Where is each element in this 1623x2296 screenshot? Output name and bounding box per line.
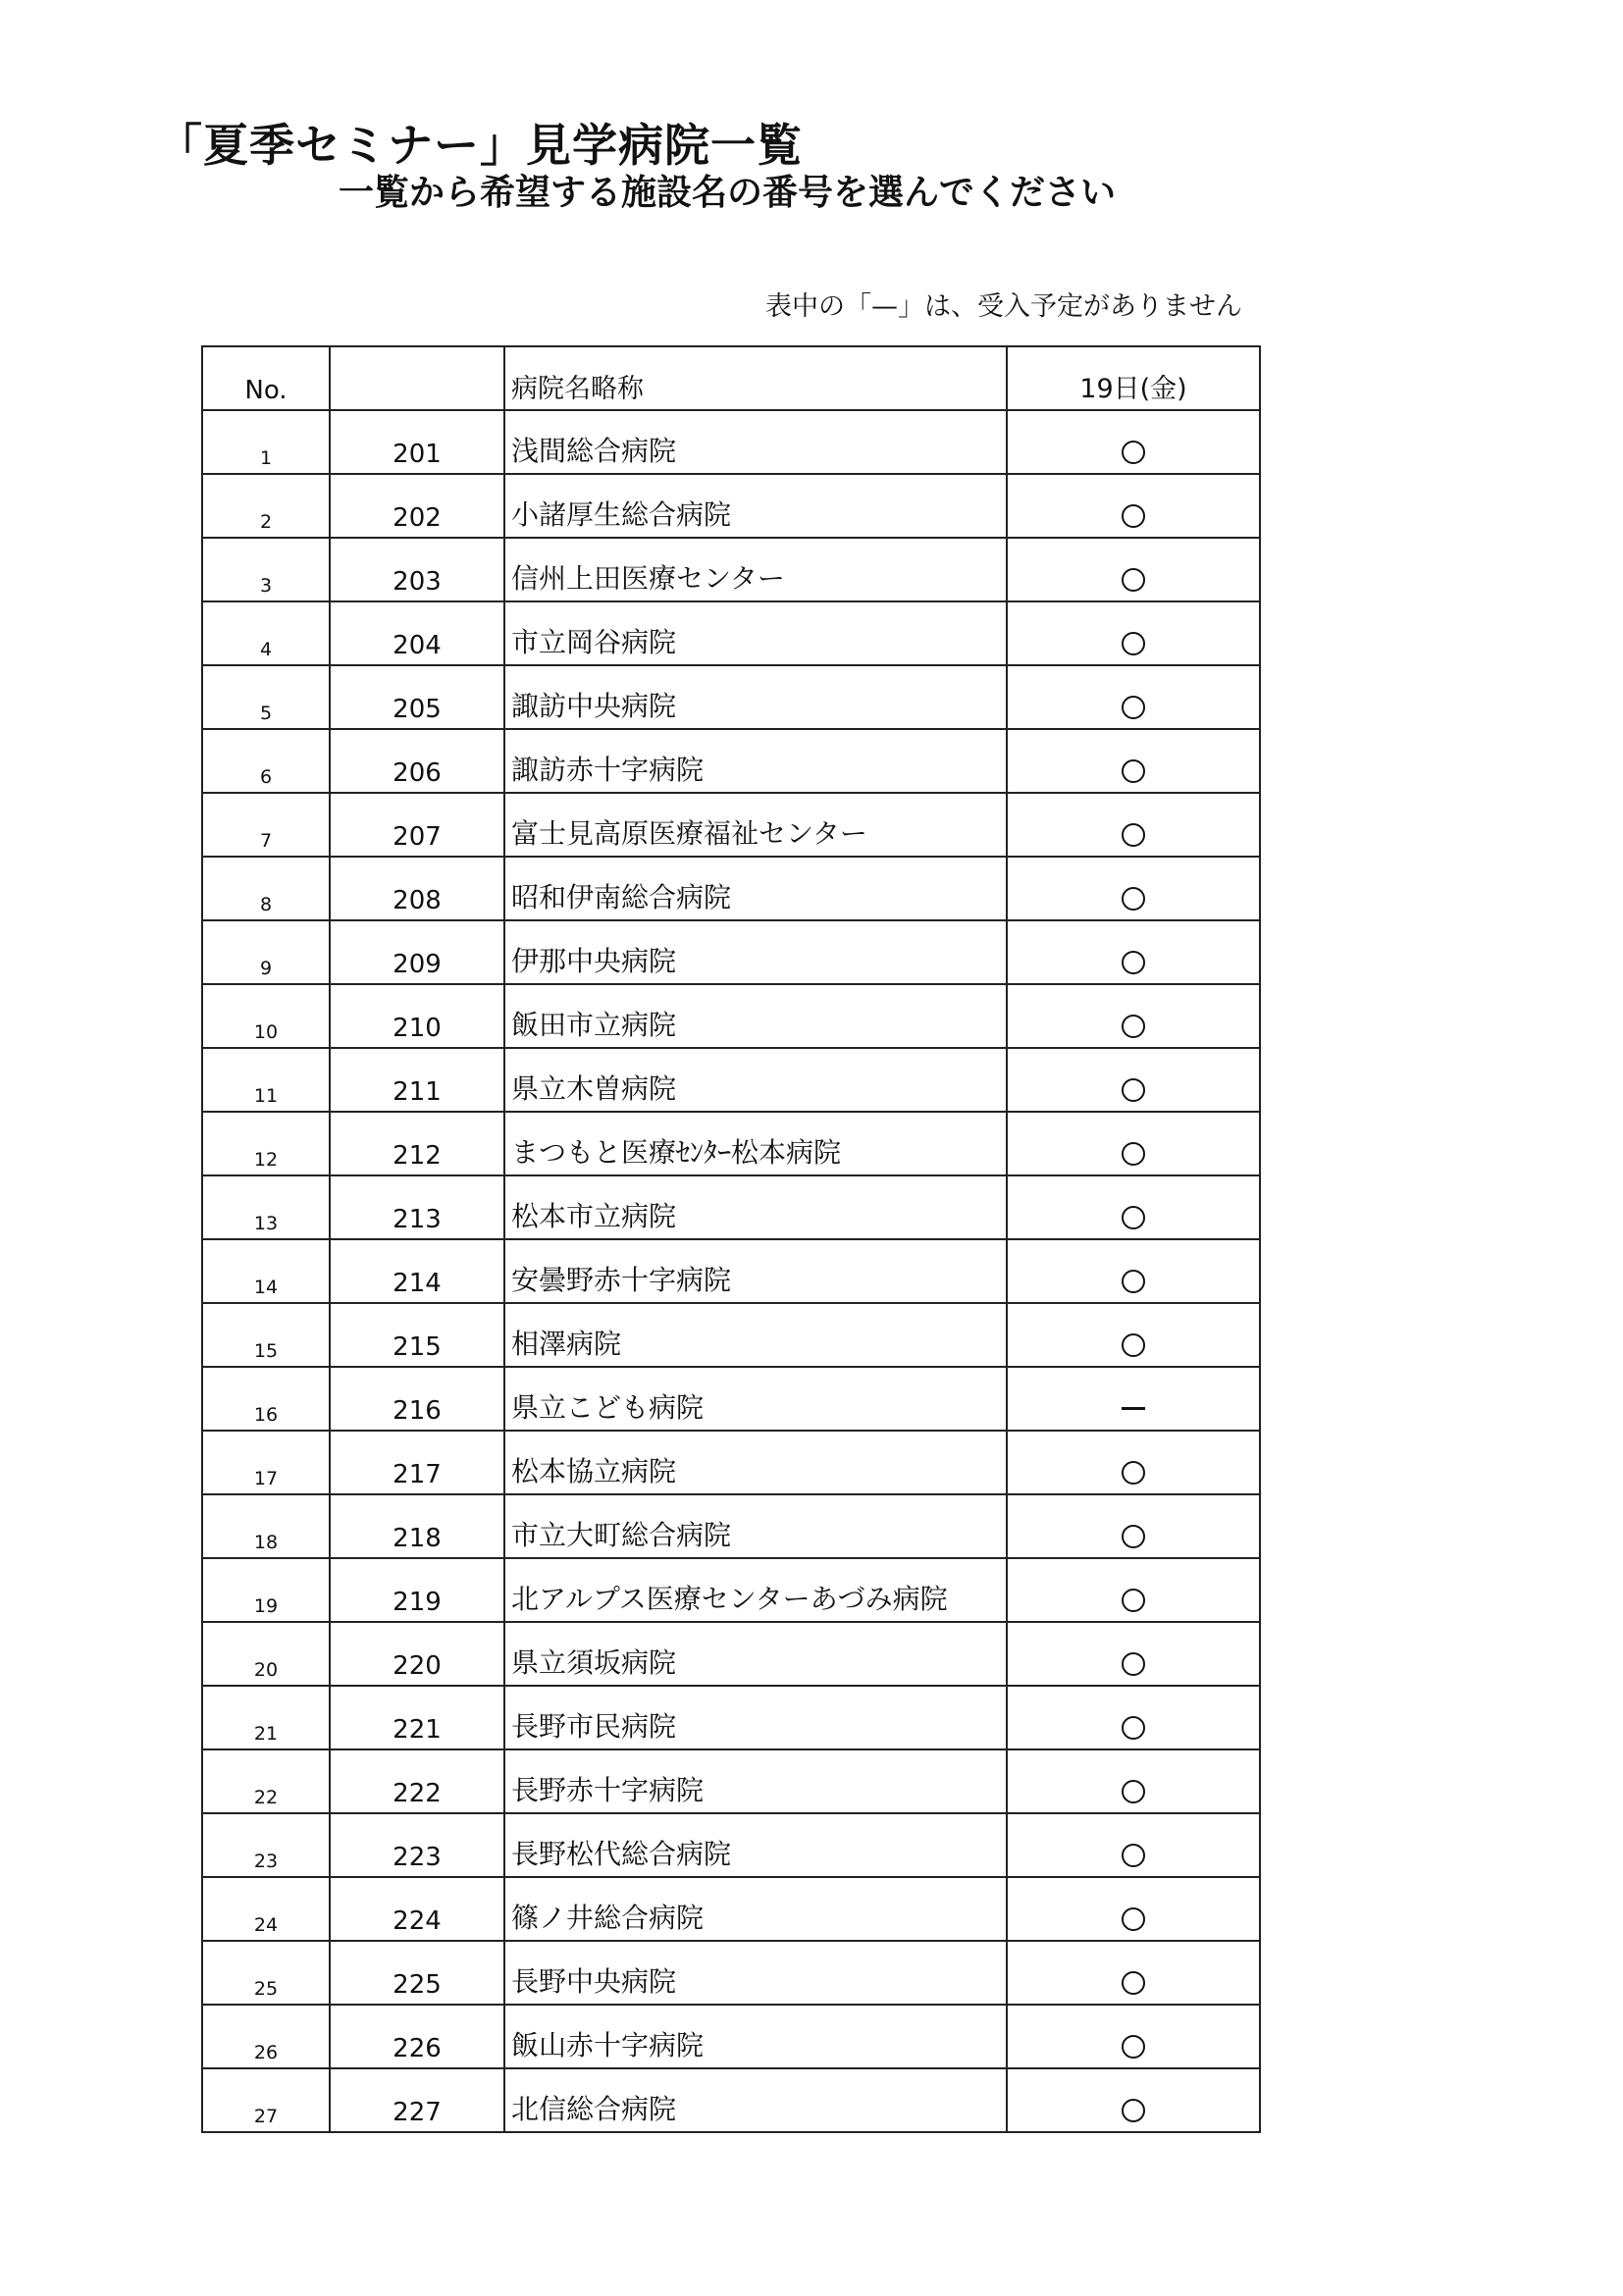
row-number: 8 [202, 857, 330, 920]
table-row [202, 1112, 1260, 1175]
hospital-name: 長野松代総合病院 [504, 1813, 1007, 1877]
facility-code: 209 [330, 920, 504, 984]
row-number: 5 [202, 665, 330, 729]
circle-icon [1122, 1078, 1145, 1102]
table-row [202, 1558, 1260, 1622]
hospital-name: 松本協立病院 [504, 1431, 1007, 1494]
dash-icon [1122, 1407, 1145, 1410]
availability-cell [1007, 857, 1260, 920]
facility-code: 226 [330, 2005, 504, 2068]
table-row [202, 2068, 1260, 2132]
table-row [202, 1749, 1260, 1813]
circle-icon [1122, 1907, 1145, 1931]
hospital-name: 県立須坂病院 [504, 1622, 1007, 1686]
facility-code: 219 [330, 1558, 504, 1622]
column-header-no: No. [202, 346, 330, 410]
hospital-table [201, 345, 1261, 2133]
table-body [202, 410, 1260, 2132]
circle-icon [1122, 1971, 1145, 1995]
availability-cell [1007, 474, 1260, 538]
hospital-name: 富士見高原医療福祉センター [504, 793, 1007, 857]
table-row [202, 1431, 1260, 1494]
availability-cell [1007, 1494, 1260, 1558]
availability-cell [1007, 1367, 1260, 1431]
hospital-name: 松本市立病院 [504, 1175, 1007, 1239]
facility-code: 205 [330, 665, 504, 729]
circle-icon [1122, 2099, 1145, 2122]
table-row [202, 601, 1260, 665]
facility-code: 225 [330, 1941, 504, 2005]
row-number: 18 [202, 1494, 330, 1558]
row-number: 13 [202, 1175, 330, 1239]
table-row [202, 1367, 1260, 1431]
row-number: 26 [202, 2005, 330, 2068]
hospital-name: 長野市民病院 [504, 1686, 1007, 1749]
circle-icon [1122, 2035, 1145, 2059]
page-subtitle: 一覧から希望する施設名の番号を選んでください [339, 173, 1117, 213]
circle-icon [1122, 1780, 1145, 1803]
row-number: 1 [202, 410, 330, 474]
row-number: 23 [202, 1813, 330, 1877]
row-number: 25 [202, 1941, 330, 2005]
hospital-name: 諏訪中央病院 [504, 665, 1007, 729]
hospital-name: 信州上田医療センター [504, 538, 1007, 601]
facility-code: 211 [330, 1048, 504, 1112]
table-row [202, 665, 1260, 729]
table-row [202, 538, 1260, 601]
table-row [202, 1048, 1260, 1112]
hospital-name: 諏訪赤十字病院 [504, 729, 1007, 793]
circle-icon [1122, 696, 1145, 719]
facility-code: 224 [330, 1877, 504, 1941]
circle-icon [1122, 759, 1145, 783]
facility-code: 208 [330, 857, 504, 920]
availability-cell [1007, 1239, 1260, 1303]
row-number: 4 [202, 601, 330, 665]
row-number: 10 [202, 984, 330, 1048]
availability-cell [1007, 601, 1260, 665]
facility-code: 217 [330, 1431, 504, 1494]
table-row [202, 474, 1260, 538]
table-row [202, 793, 1260, 857]
availability-cell [1007, 793, 1260, 857]
table-row [202, 1494, 1260, 1558]
availability-cell [1007, 410, 1260, 474]
facility-code: 201 [330, 410, 504, 474]
facility-code: 213 [330, 1175, 504, 1239]
facility-code: 222 [330, 1749, 504, 1813]
row-number: 22 [202, 1749, 330, 1813]
hospital-name: 長野赤十字病院 [504, 1749, 1007, 1813]
column-header-day: 19日(金) [1007, 346, 1260, 410]
hospital-name: 長野中央病院 [504, 1941, 1007, 2005]
row-number: 7 [202, 793, 330, 857]
table-row [202, 857, 1260, 920]
hospital-name: 浅間総合病院 [504, 410, 1007, 474]
hospital-name: 県立こども病院 [504, 1367, 1007, 1431]
availability-cell [1007, 1941, 1260, 2005]
availability-cell [1007, 1303, 1260, 1367]
facility-code: 223 [330, 1813, 504, 1877]
hospital-name: まつもと医療ｾﾝﾀｰ松本病院 [504, 1112, 1007, 1175]
availability-cell [1007, 1175, 1260, 1239]
row-number: 20 [202, 1622, 330, 1686]
table-row [202, 1877, 1260, 1941]
availability-cell [1007, 1813, 1260, 1877]
hospital-name: 伊那中央病院 [504, 920, 1007, 984]
circle-icon [1122, 1206, 1145, 1229]
table-row [202, 2005, 1260, 2068]
row-number: 12 [202, 1112, 330, 1175]
circle-icon [1122, 504, 1145, 528]
hospital-name: 相澤病院 [504, 1303, 1007, 1367]
facility-code: 210 [330, 984, 504, 1048]
row-number: 17 [202, 1431, 330, 1494]
row-number: 27 [202, 2068, 330, 2132]
facility-code: 204 [330, 601, 504, 665]
hospital-name: 飯田市立病院 [504, 984, 1007, 1048]
circle-icon [1122, 1589, 1145, 1612]
availability-cell [1007, 1558, 1260, 1622]
circle-icon [1122, 887, 1145, 911]
availability-cell [1007, 2068, 1260, 2132]
row-number: 6 [202, 729, 330, 793]
circle-icon [1122, 1525, 1145, 1548]
table-row [202, 1813, 1260, 1877]
facility-code: 202 [330, 474, 504, 538]
availability-cell [1007, 1431, 1260, 1494]
facility-code: 215 [330, 1303, 504, 1367]
facility-code: 214 [330, 1239, 504, 1303]
facility-code: 227 [330, 2068, 504, 2132]
hospital-name: 県立木曽病院 [504, 1048, 1007, 1112]
availability-cell [1007, 1686, 1260, 1749]
table-row [202, 1175, 1260, 1239]
circle-icon [1122, 1844, 1145, 1867]
column-header-code [330, 346, 504, 410]
row-number: 16 [202, 1367, 330, 1431]
table-row [202, 1686, 1260, 1749]
facility-code: 207 [330, 793, 504, 857]
circle-icon [1122, 1652, 1145, 1676]
page-title: 「夏季セミナー」見学病院一覧 [157, 119, 803, 172]
circle-icon [1122, 1333, 1145, 1357]
table-row [202, 410, 1260, 474]
availability-cell [1007, 2005, 1260, 2068]
column-header-hospital-name: 病院名略称 [504, 346, 1007, 410]
facility-code: 218 [330, 1494, 504, 1558]
row-number: 9 [202, 920, 330, 984]
facility-code: 216 [330, 1367, 504, 1431]
availability-cell [1007, 729, 1260, 793]
facility-code: 220 [330, 1622, 504, 1686]
table-row [202, 1941, 1260, 2005]
facility-code: 203 [330, 538, 504, 601]
availability-cell [1007, 1749, 1260, 1813]
circle-icon [1122, 1015, 1145, 1038]
circle-icon [1122, 823, 1145, 847]
availability-cell [1007, 665, 1260, 729]
facility-code: 212 [330, 1112, 504, 1175]
row-number: 15 [202, 1303, 330, 1367]
hospital-name: 北信総合病院 [504, 2068, 1007, 2132]
table-row [202, 1303, 1260, 1367]
legend-note: 表中の「—」は、受入予定がありません [765, 291, 1242, 322]
circle-icon [1122, 951, 1145, 974]
circle-icon [1122, 632, 1145, 655]
availability-cell [1007, 1877, 1260, 1941]
row-number: 21 [202, 1686, 330, 1749]
hospital-name: 小諸厚生総合病院 [504, 474, 1007, 538]
row-number: 3 [202, 538, 330, 601]
hospital-name: 篠ノ井総合病院 [504, 1877, 1007, 1941]
availability-cell [1007, 1048, 1260, 1112]
table-row [202, 729, 1260, 793]
circle-icon [1122, 1142, 1145, 1166]
availability-cell [1007, 1622, 1260, 1686]
table-header-row [202, 346, 1260, 410]
availability-cell [1007, 984, 1260, 1048]
availability-cell [1007, 538, 1260, 601]
facility-code: 221 [330, 1686, 504, 1749]
table-row [202, 1622, 1260, 1686]
hospital-name: 北アルプス医療センターあづみ病院 [504, 1558, 1007, 1622]
availability-cell [1007, 1112, 1260, 1175]
table-row [202, 1239, 1260, 1303]
row-number: 19 [202, 1558, 330, 1622]
row-number: 14 [202, 1239, 330, 1303]
circle-icon [1122, 1270, 1145, 1293]
table-row [202, 920, 1260, 984]
hospital-name: 市立岡谷病院 [504, 601, 1007, 665]
hospital-name: 飯山赤十字病院 [504, 2005, 1007, 2068]
circle-icon [1122, 441, 1145, 464]
hospital-name: 安曇野赤十字病院 [504, 1239, 1007, 1303]
availability-cell [1007, 920, 1260, 984]
row-number: 24 [202, 1877, 330, 1941]
facility-code: 206 [330, 729, 504, 793]
table-row [202, 984, 1260, 1048]
row-number: 2 [202, 474, 330, 538]
circle-icon [1122, 1716, 1145, 1740]
hospital-name: 市立大町総合病院 [504, 1494, 1007, 1558]
hospital-name: 昭和伊南総合病院 [504, 857, 1007, 920]
row-number: 11 [202, 1048, 330, 1112]
circle-icon [1122, 1461, 1145, 1485]
circle-icon [1122, 568, 1145, 592]
